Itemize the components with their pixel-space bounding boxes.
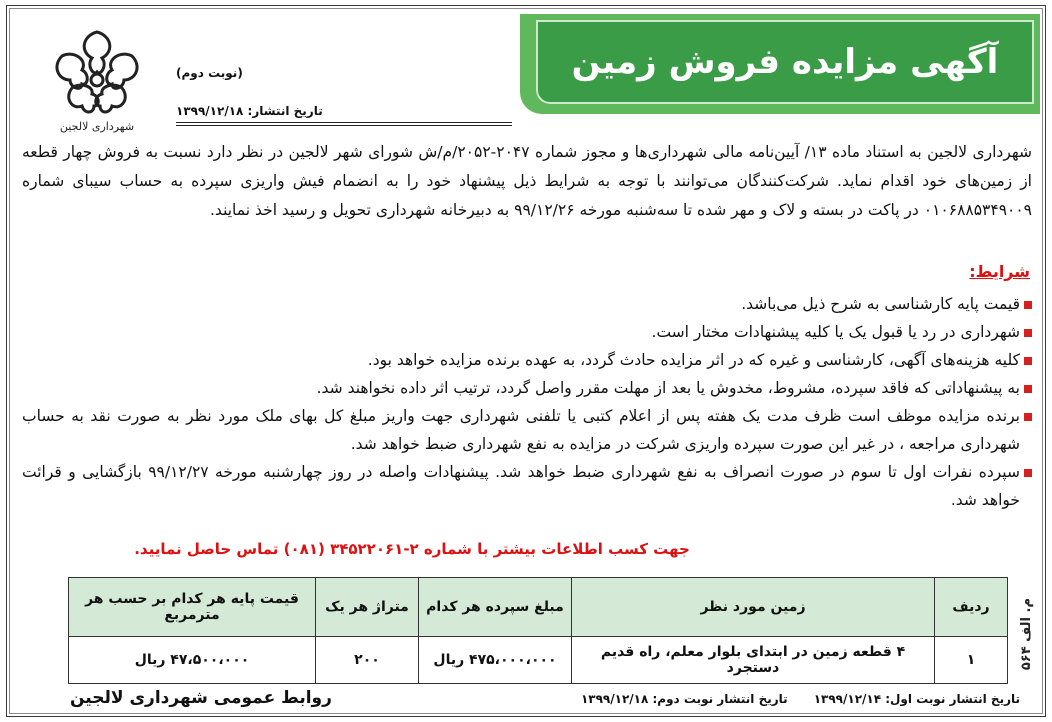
conditions-list (22, 290, 1032, 514)
publish-date: تاریخ انتشار: ۱۳۹۹/۱۲/۱۸ (176, 104, 323, 118)
cell-land: ۴ قطعه زمین در ابتدای بلوار معلم، راه قدیم دستجرد (572, 637, 935, 684)
logo-emblem-icon (42, 26, 152, 136)
condition-item (22, 374, 1032, 402)
condition-item (22, 402, 1032, 458)
cell-deposit: ۴۷۵،۰۰۰،۰۰۰ ریال (419, 637, 572, 684)
condition-text: سپرده نفرات اول تا سوم در صورت انصراف به نفع شهرداری ضبط خواهد شد. پیشنهادات واصله در روز چهارشنبه مورخه ۹۹/۱۲/۲۷ بازگشایی و قرائت خواهد شد. (22, 463, 1020, 509)
footer-dates (500, 692, 1020, 706)
bullet-icon (1024, 357, 1032, 365)
cell-row-number: ۱ (935, 637, 1008, 684)
bullet-icon (1024, 469, 1032, 477)
header-title-box (536, 20, 1034, 104)
divider (176, 125, 512, 126)
col-row-number: ردیف (935, 578, 1008, 637)
condition-item (22, 346, 1032, 374)
intro-paragraph: شهرداری لالجین به استناد ماده ۱۳/ آیین‌نامه مالی شهرداری‌ها و مجوز شماره ۲۰۴۷-۲۰۵۲/م/ش شورای شهر لالجین در نظر دارد نسبت به فروش چهار قطعه از زمین‌های خود اقدام نماید. شرکت‌کنندگان می‌توانند با توجه به شرایط ذیل پیشنهاد خود را به انضمام فیش واریزی سپرده به حساب سیبای شماره ۰۱۰۶۸۸۵۳۴۹۰۰۹ در پاکت در بسته و لاک و مهر شده تا سه‌شنبه مورخه ۹۹/۱۲/۲۶ به دبیرخانه شهرداری تحویل و رسید اخذ نمایند. (22, 143, 1033, 219)
condition-text: شهرداری در رد یا قبول یک یا کلیه پیشنهادات مختار است. (651, 323, 1020, 341)
logo-text: شهرداری لالجین (59, 120, 135, 133)
bullet-icon (1024, 413, 1032, 421)
cell-area: ۲۰۰ (316, 637, 419, 684)
divider (176, 122, 512, 123)
signature: روابط عمومی شهرداری لالجین (70, 688, 332, 708)
col-area: متراژ هر یک (316, 578, 419, 637)
round-label: (نوبت دوم) (176, 66, 243, 80)
municipality-logo (42, 26, 152, 136)
condition-text: برنده مزایده موظف است ظرف مدت یک هفته پس از اعلام کتبی یا تلفنی شهرداری جهت واریز مبلغ کل بهای ملک مورد نظر به صورت نقد به حساب شهرداری مراجعه ، در غیر این صورت سپرده واریزی شرکت در مزایده به نفع شهرداری ضبط خواهد شد. (22, 407, 1020, 453)
col-deposit: مبلغ سپرده هر کدام (419, 578, 572, 637)
page-title: آگهی مزایده فروش زمین (571, 42, 999, 82)
condition-item (22, 458, 1032, 514)
ad-code: م. الف ۵۶۴ (1019, 598, 1034, 671)
first-publish-date: تاریخ انتشار نوبت اول: ۱۳۹۹/۱۲/۱۴ (813, 692, 1020, 706)
bullet-icon (1024, 385, 1032, 393)
condition-text: به پیشنهاداتی که فاقد سپرده، مشروط، مخدوش یا بعد از مهلت مقرر واصل گردد، ترتیب اثر داده نخواهند شد. (316, 379, 1020, 397)
condition-text: کلیه هزینه‌های آگهی، کارشناسی و غیره که در اثر مزایده حادث گردد، به عهده برنده مزایده خواهد بود. (367, 351, 1020, 369)
second-publish-date: تاریخ انتشار نوبت دوم: ۱۳۹۹/۱۲/۱۸ (580, 692, 788, 706)
table-header-row (69, 578, 1008, 637)
condition-text: قیمت پایه کارشناسی به شرح ذیل می‌باشد. (741, 295, 1020, 313)
col-land: زمین مورد نظر (572, 578, 935, 637)
condition-item (22, 290, 1032, 318)
condition-item (22, 318, 1032, 346)
bullet-icon (1024, 329, 1032, 337)
contact-info: جهت کسب اطلاعات بیشتر با شماره ۲-۳۴۵۲۲۰۶۱ (۰۸۱) تماس حاصل نمایید. (134, 540, 690, 558)
cell-base-price: ۴۷،۵۰۰،۰۰۰ ریال (69, 637, 316, 684)
bullet-icon (1024, 301, 1032, 309)
table-row (69, 637, 1008, 684)
conditions-heading: شرایط: (969, 262, 1030, 281)
auction-table (68, 577, 1008, 684)
col-base-price: قیمت پایه هر کدام بر حسب هر مترمربع (69, 578, 316, 637)
